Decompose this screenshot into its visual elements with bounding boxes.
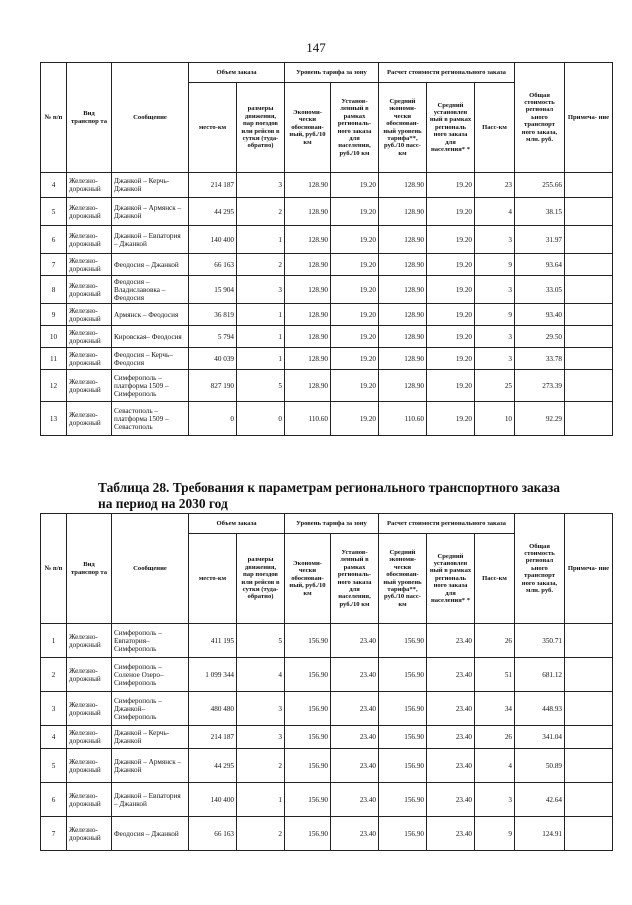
table-row <box>41 658 613 692</box>
page-number: 147 <box>306 40 326 55</box>
cell-transport-type: Железно- дорожный <box>67 326 112 348</box>
cell-seat-km: 214 187 <box>189 173 237 198</box>
cell-traffic-size: 2 <box>237 817 285 851</box>
cell-traffic-size: 3 <box>237 692 285 726</box>
cell-row-number: 12 <box>41 370 67 402</box>
cell-note <box>565 817 613 851</box>
cell-total-cost: 29.50 <box>515 326 565 348</box>
header-route: Сообщение <box>112 514 189 624</box>
cell-passenger-km: 3 <box>475 276 515 304</box>
cell-established-tariff: 23.40 <box>331 726 379 749</box>
cell-passenger-km: 25 <box>475 370 515 402</box>
table-row <box>41 817 613 851</box>
cell-established-tariff: 19.20 <box>331 173 379 198</box>
header-note: Примеча- ние <box>565 514 613 624</box>
cell-traffic-size: 3 <box>237 726 285 749</box>
cell-avg-established-tariff: 23.40 <box>427 783 475 817</box>
cell-economic-tariff: 128.90 <box>285 276 331 304</box>
cell-avg-economic-tariff: 156.90 <box>379 783 427 817</box>
table-row <box>41 326 613 348</box>
table-28-title: Таблица 28. Требования к параметрам регионального транспортного заказа на период на 2030 год <box>98 480 560 511</box>
cell-transport-type: Железно- дорожный <box>67 658 112 692</box>
cell-note <box>565 254 613 276</box>
cell-established-tariff: 23.40 <box>331 658 379 692</box>
cell-avg-economic-tariff: 156.90 <box>379 817 427 851</box>
cell-route: Феодосия – Джанкой <box>112 254 189 276</box>
cell-route: Севастополь – платформа 1509 – Севастополь <box>112 402 189 436</box>
header-avg-established-tariff: Средний установлен ный в рамках региональ ного заказа для населения* * <box>427 534 475 624</box>
header-num: № п/п <box>41 514 67 624</box>
cell-traffic-size: 2 <box>237 198 285 226</box>
table-row <box>41 173 613 198</box>
cell-total-cost: 350.71 <box>515 624 565 658</box>
cell-passenger-km: 3 <box>475 783 515 817</box>
cell-note <box>565 326 613 348</box>
cell-row-number: 7 <box>41 817 67 851</box>
cell-note <box>565 658 613 692</box>
cell-note <box>565 276 613 304</box>
cell-traffic-size: 4 <box>237 658 285 692</box>
cell-avg-established-tariff: 19.20 <box>427 304 475 326</box>
cell-total-cost: 33.05 <box>515 276 565 304</box>
cell-traffic-size: 3 <box>237 276 285 304</box>
cell-note <box>565 402 613 436</box>
cell-avg-economic-tariff: 128.90 <box>379 370 427 402</box>
cell-traffic-size: 0 <box>237 402 285 436</box>
table-row <box>41 624 613 658</box>
cell-passenger-km: 51 <box>475 658 515 692</box>
cell-avg-economic-tariff: 128.90 <box>379 326 427 348</box>
cell-note <box>565 348 613 370</box>
cell-economic-tariff: 156.90 <box>285 817 331 851</box>
cell-traffic-size: 5 <box>237 624 285 658</box>
cell-traffic-size: 2 <box>237 749 285 783</box>
cell-route: Симферополь – Джанкой– Симферополь <box>112 692 189 726</box>
cell-seat-km: 140 400 <box>189 783 237 817</box>
cell-avg-economic-tariff: 156.90 <box>379 624 427 658</box>
cell-established-tariff: 19.20 <box>331 326 379 348</box>
cell-route: Симферополь – платформа 1509 – Симферополь <box>112 370 189 402</box>
cell-traffic-size: 1 <box>237 304 285 326</box>
cell-seat-km: 15 904 <box>189 276 237 304</box>
cell-total-cost: 50.89 <box>515 749 565 783</box>
cell-passenger-km: 9 <box>475 254 515 276</box>
cell-note <box>565 370 613 402</box>
cell-total-cost: 38.15 <box>515 198 565 226</box>
cell-economic-tariff: 156.90 <box>285 658 331 692</box>
cell-transport-type: Железно- дорожный <box>67 198 112 226</box>
cell-route: Кировская– Феодосия <box>112 326 189 348</box>
cell-avg-established-tariff: 23.40 <box>427 658 475 692</box>
table-row <box>41 254 613 276</box>
cell-passenger-km: 23 <box>475 173 515 198</box>
cell-total-cost: 124.91 <box>515 817 565 851</box>
cell-avg-established-tariff: 19.20 <box>427 402 475 436</box>
cell-avg-established-tariff: 23.40 <box>427 817 475 851</box>
cell-passenger-km: 26 <box>475 624 515 658</box>
cell-row-number: 5 <box>41 749 67 783</box>
cell-traffic-size: 1 <box>237 326 285 348</box>
cell-economic-tariff: 156.90 <box>285 692 331 726</box>
header-passenger-km: Пасс-км <box>475 83 515 173</box>
cell-avg-economic-tariff: 128.90 <box>379 198 427 226</box>
cell-row-number: 8 <box>41 276 67 304</box>
cell-transport-type: Железно- дорожный <box>67 173 112 198</box>
header-cost-calculation: Расчет стоимости регионального заказа <box>379 514 515 534</box>
cell-avg-established-tariff: 19.20 <box>427 226 475 254</box>
cell-transport-type: Железно- дорожный <box>67 783 112 817</box>
cell-economic-tariff: 128.90 <box>285 254 331 276</box>
cell-note <box>565 226 613 254</box>
cell-note <box>565 198 613 226</box>
cell-avg-established-tariff: 23.40 <box>427 726 475 749</box>
table-row <box>41 402 613 436</box>
cell-avg-economic-tariff: 110.60 <box>379 402 427 436</box>
cell-passenger-km: 9 <box>475 817 515 851</box>
cell-total-cost: 341.04 <box>515 726 565 749</box>
cell-route: Армянск – Феодосия <box>112 304 189 326</box>
cell-transport-type: Железно- дорожный <box>67 226 112 254</box>
cell-avg-established-tariff: 19.20 <box>427 276 475 304</box>
cell-passenger-km: 3 <box>475 226 515 254</box>
cell-total-cost: 93.64 <box>515 254 565 276</box>
cell-route: Джанкой – Евпатория – Джанкой <box>112 226 189 254</box>
table-row <box>41 304 613 326</box>
table-row <box>41 749 613 783</box>
cell-seat-km: 1 099 344 <box>189 658 237 692</box>
cell-route: Феодосия – Джанкой <box>112 817 189 851</box>
cell-seat-km: 36 819 <box>189 304 237 326</box>
header-tariff-level: Уровень тарифа за зону <box>285 514 379 534</box>
cell-seat-km: 411 195 <box>189 624 237 658</box>
header-economic-tariff: Экономи- чески обоснован- ный, руб./10 км <box>285 83 331 173</box>
cell-seat-km: 827 190 <box>189 370 237 402</box>
cell-total-cost: 92.29 <box>515 402 565 436</box>
cell-seat-km: 5 794 <box>189 326 237 348</box>
cell-established-tariff: 19.20 <box>331 402 379 436</box>
cell-route: Джанкой – Керчь- Джанкой <box>112 173 189 198</box>
cell-transport-type: Железно- дорожный <box>67 749 112 783</box>
cell-traffic-size: 1 <box>237 226 285 254</box>
header-order-volume: Объем заказа <box>189 514 285 534</box>
cell-economic-tariff: 156.90 <box>285 783 331 817</box>
cell-note <box>565 692 613 726</box>
cell-transport-type: Железно- дорожный <box>67 304 112 326</box>
header-seat-km: место-км <box>189 534 237 624</box>
cell-avg-economic-tariff: 156.90 <box>379 726 427 749</box>
cell-avg-established-tariff: 23.40 <box>427 749 475 783</box>
table-row <box>41 226 613 254</box>
cell-row-number: 7 <box>41 254 67 276</box>
cell-row-number: 10 <box>41 326 67 348</box>
cell-total-cost: 93.40 <box>515 304 565 326</box>
cell-total-cost: 681.12 <box>515 658 565 692</box>
table-row <box>41 692 613 726</box>
header-tariff-level: Уровень тарифа за зону <box>285 63 379 83</box>
cell-established-tariff: 23.40 <box>331 783 379 817</box>
cell-avg-established-tariff: 19.20 <box>427 348 475 370</box>
cell-transport-type: Железно- дорожный <box>67 692 112 726</box>
cell-row-number: 3 <box>41 692 67 726</box>
transport-order-table-continued <box>40 62 613 436</box>
cell-avg-established-tariff: 19.20 <box>427 198 475 226</box>
cell-avg-established-tariff: 19.20 <box>427 254 475 276</box>
cell-transport-type: Железно- дорожный <box>67 276 112 304</box>
cell-economic-tariff: 128.90 <box>285 370 331 402</box>
cell-avg-established-tariff: 23.40 <box>427 692 475 726</box>
cell-traffic-size: 1 <box>237 348 285 370</box>
cell-established-tariff: 19.20 <box>331 370 379 402</box>
header-passenger-km: Пасс-км <box>475 534 515 624</box>
cell-established-tariff: 19.20 <box>331 198 379 226</box>
header-avg-established-tariff: Средний установлен ный в рамках региональ ного заказа для населения* * <box>427 83 475 173</box>
header-economic-tariff: Экономи- чески обоснован- ный, руб./10 км <box>285 534 331 624</box>
table-row <box>41 783 613 817</box>
cell-total-cost: 42.64 <box>515 783 565 817</box>
cell-row-number: 2 <box>41 658 67 692</box>
cell-passenger-km: 4 <box>475 198 515 226</box>
cell-avg-established-tariff: 19.20 <box>427 370 475 402</box>
cell-route: Джанкой – Армянск – Джанкой <box>112 749 189 783</box>
cell-avg-economic-tariff: 128.90 <box>379 276 427 304</box>
cell-economic-tariff: 110.60 <box>285 402 331 436</box>
cell-seat-km: 44 295 <box>189 198 237 226</box>
cell-row-number: 4 <box>41 726 67 749</box>
table-row <box>41 276 613 304</box>
header-established-tariff: Установ- ленный в рамках региональ- ного заказа для населения, руб./10 км <box>331 83 379 173</box>
cell-established-tariff: 23.40 <box>331 624 379 658</box>
cell-traffic-size: 1 <box>237 783 285 817</box>
header-traffic-size: размеры движения, пар поездов или рейсов в сутки (туда- обратно) <box>237 83 285 173</box>
cell-established-tariff: 23.40 <box>331 817 379 851</box>
header-avg-economic-tariff: Средний экономи- чески обоснован- ный уровень тарифа**, руб./10 пасс-км <box>379 83 427 173</box>
cell-note <box>565 783 613 817</box>
cell-avg-economic-tariff: 128.90 <box>379 348 427 370</box>
cell-seat-km: 66 163 <box>189 817 237 851</box>
cell-row-number: 1 <box>41 624 67 658</box>
cell-passenger-km: 3 <box>475 326 515 348</box>
cell-avg-economic-tariff: 156.90 <box>379 692 427 726</box>
cell-passenger-km: 26 <box>475 726 515 749</box>
cell-row-number: 5 <box>41 198 67 226</box>
header-route: Сообщение <box>112 63 189 173</box>
cell-economic-tariff: 128.90 <box>285 304 331 326</box>
cell-transport-type: Железно- дорожный <box>67 624 112 658</box>
cell-passenger-km: 9 <box>475 304 515 326</box>
header-num: № п/п <box>41 63 67 173</box>
cell-passenger-km: 3 <box>475 348 515 370</box>
cell-economic-tariff: 128.90 <box>285 348 331 370</box>
cell-established-tariff: 19.20 <box>331 304 379 326</box>
cell-seat-km: 40 039 <box>189 348 237 370</box>
table-row <box>41 198 613 226</box>
cell-total-cost: 255.66 <box>515 173 565 198</box>
cell-row-number: 9 <box>41 304 67 326</box>
cell-route: Симферополь – Евпатория– Симферополь <box>112 624 189 658</box>
cell-avg-economic-tariff: 128.90 <box>379 226 427 254</box>
cell-established-tariff: 23.40 <box>331 749 379 783</box>
cell-seat-km: 66 163 <box>189 254 237 276</box>
cell-transport-type: Железно- дорожный <box>67 402 112 436</box>
cell-avg-economic-tariff: 156.90 <box>379 749 427 783</box>
cell-established-tariff: 23.40 <box>331 692 379 726</box>
cell-established-tariff: 19.20 <box>331 348 379 370</box>
cell-route: Феодосия – Владиславовка – Феодосия <box>112 276 189 304</box>
cell-route: Симферополь – Соленое Озеро– Симферополь <box>112 658 189 692</box>
cell-route: Джанкой – Армянск – Джанкой <box>112 198 189 226</box>
cell-economic-tariff: 128.90 <box>285 173 331 198</box>
cell-avg-established-tariff: 23.40 <box>427 624 475 658</box>
cell-transport-type: Железно- дорожный <box>67 817 112 851</box>
cell-seat-km: 0 <box>189 402 237 436</box>
cell-seat-km: 480 480 <box>189 692 237 726</box>
cell-economic-tariff: 128.90 <box>285 226 331 254</box>
table-row <box>41 726 613 749</box>
cell-established-tariff: 19.20 <box>331 276 379 304</box>
cell-traffic-size: 2 <box>237 254 285 276</box>
cell-note <box>565 173 613 198</box>
cell-avg-economic-tariff: 128.90 <box>379 304 427 326</box>
cell-traffic-size: 3 <box>237 173 285 198</box>
header-established-tariff: Установ- ленный в рамках региональ- ного заказа для населения, руб./10 км <box>331 534 379 624</box>
table-row <box>41 370 613 402</box>
header-transport-type: Вид транспор та <box>67 63 112 173</box>
cell-economic-tariff: 156.90 <box>285 624 331 658</box>
cell-transport-type: Железно- дорожный <box>67 726 112 749</box>
cell-row-number: 4 <box>41 173 67 198</box>
header-note: Примеча- ние <box>565 63 613 173</box>
cell-traffic-size: 5 <box>237 370 285 402</box>
cell-passenger-km: 34 <box>475 692 515 726</box>
cell-note <box>565 726 613 749</box>
cell-route: Джанкой – Керчь- Джанкой <box>112 726 189 749</box>
cell-row-number: 6 <box>41 783 67 817</box>
cell-established-tariff: 19.20 <box>331 254 379 276</box>
cell-transport-type: Железно- дорожный <box>67 348 112 370</box>
cell-seat-km: 214 187 <box>189 726 237 749</box>
cell-avg-established-tariff: 19.20 <box>427 326 475 348</box>
cell-passenger-km: 4 <box>475 749 515 783</box>
cell-total-cost: 33.78 <box>515 348 565 370</box>
cell-note <box>565 304 613 326</box>
cell-total-cost: 31.97 <box>515 226 565 254</box>
cell-note <box>565 749 613 783</box>
header-cost-calculation: Расчет стоимости регионального заказа <box>379 63 515 83</box>
cell-avg-economic-tariff: 156.90 <box>379 658 427 692</box>
header-order-volume: Объем заказа <box>189 63 285 83</box>
cell-row-number: 11 <box>41 348 67 370</box>
cell-route: Джанкой – Евпатория – Джанкой <box>112 783 189 817</box>
cell-transport-type: Железно- дорожный <box>67 370 112 402</box>
header-seat-km: место-км <box>189 83 237 173</box>
cell-economic-tariff: 156.90 <box>285 726 331 749</box>
cell-avg-economic-tariff: 128.90 <box>379 254 427 276</box>
cell-avg-established-tariff: 19.20 <box>427 173 475 198</box>
table-row <box>41 348 613 370</box>
header-avg-economic-tariff: Средний экономи- чески обоснован- ный уровень тарифа**, руб./10 пасс-км <box>379 534 427 624</box>
header-traffic-size: размеры движения, пар поездов или рейсов в сутки (туда- обратно) <box>237 534 285 624</box>
cell-seat-km: 140 400 <box>189 226 237 254</box>
cell-transport-type: Железно- дорожный <box>67 254 112 276</box>
header-total-cost: Общая стоимость регионал ьного транспорт ного заказа, млн. руб. <box>515 63 565 173</box>
cell-total-cost: 273.39 <box>515 370 565 402</box>
cell-avg-economic-tariff: 128.90 <box>379 173 427 198</box>
cell-total-cost: 448.93 <box>515 692 565 726</box>
cell-established-tariff: 19.20 <box>331 226 379 254</box>
cell-economic-tariff: 156.90 <box>285 749 331 783</box>
cell-passenger-km: 10 <box>475 402 515 436</box>
cell-row-number: 6 <box>41 226 67 254</box>
cell-seat-km: 44 295 <box>189 749 237 783</box>
cell-route: Феодосия – Керчь– Феодосия <box>112 348 189 370</box>
header-transport-type: Вид транспор та <box>67 514 112 624</box>
cell-economic-tariff: 128.90 <box>285 198 331 226</box>
cell-row-number: 13 <box>41 402 67 436</box>
header-total-cost: Общая стоимость регионал ьного транспорт ного заказа, млн. руб. <box>515 514 565 624</box>
cell-economic-tariff: 128.90 <box>285 326 331 348</box>
cell-note <box>565 624 613 658</box>
transport-order-table-2030 <box>40 513 613 851</box>
